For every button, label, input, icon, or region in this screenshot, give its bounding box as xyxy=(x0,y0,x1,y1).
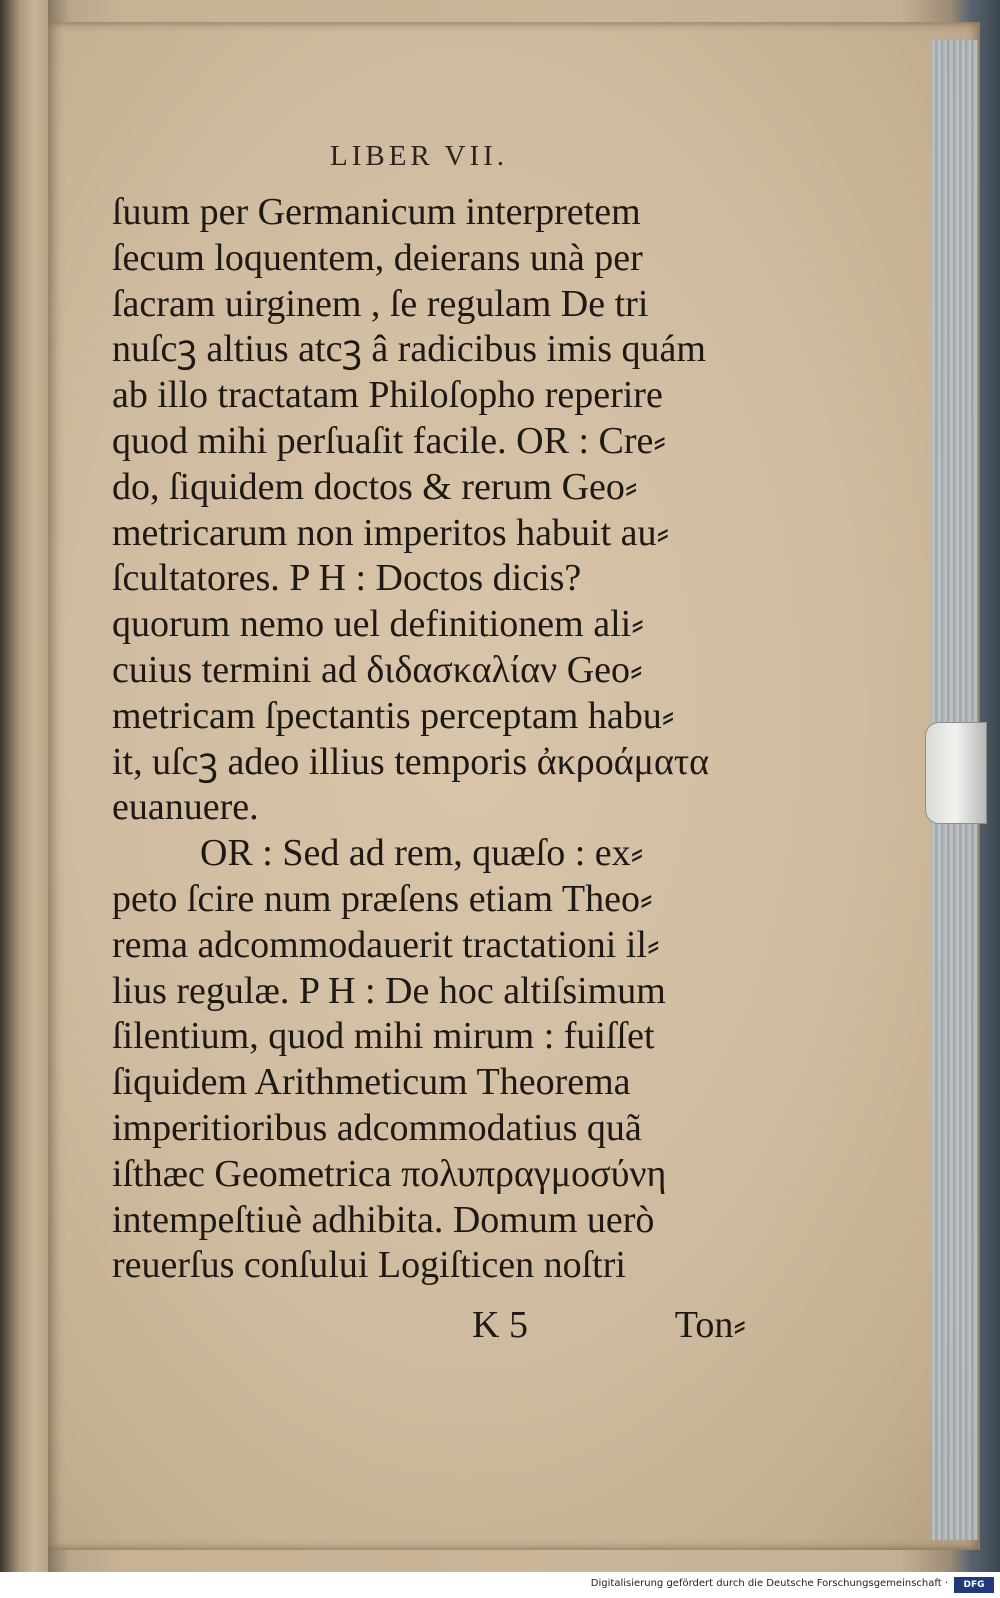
text-line: peto ſcire num præſens etiam Theo⸗ xyxy=(112,877,653,920)
funding-credit: Digitalisierung gefördert durch die Deutsche Forschungsgemeinschaft · xyxy=(590,1578,948,1589)
text-line: metricam ſpectantis perceptam habu⸗ xyxy=(112,694,675,737)
text-line: reuerſus conſului Logiſticen noſtri xyxy=(112,1244,626,1287)
text-line: intempeſtiuè adhibita. Domum uerò xyxy=(112,1198,655,1241)
text-line: it, uſcꝫ adeo illius temporis ἀκροάματα xyxy=(112,740,710,783)
text-line: nuſcꝫ altius atcꝫ â radicibus imis quám xyxy=(112,328,706,371)
text-line: quod mihi perſuaſit facile. OR : Cre⸗ xyxy=(112,419,667,462)
page-footer-row xyxy=(112,1303,752,1349)
signature-mark: K 5 xyxy=(472,1304,528,1346)
text-line: lius regulæ. P H : De hoc altiſsimum xyxy=(112,969,666,1012)
text-line: euanuere. xyxy=(112,786,259,829)
text-line: ab illo tractatam Philoſopho reperire xyxy=(112,374,663,417)
running-head: LIBER VII. xyxy=(330,140,509,172)
catchword: Ton⸗ xyxy=(674,1304,746,1346)
digitization-footer xyxy=(0,1572,1000,1598)
text-line: iſthæc Geometrica πολυπραγμοσύνη xyxy=(112,1152,667,1195)
paragraph-start-line: OR : Sed ad rem, quæſo : ex⸗ xyxy=(200,832,644,875)
text-line: ſecum loquentem, deierans unà per xyxy=(112,236,643,279)
previous-page-edge xyxy=(0,0,48,1572)
text-line: rema adcommodauerit tractationi il⸗ xyxy=(112,923,660,966)
text-line: ſuum per Germanicum interpretem xyxy=(112,191,641,233)
text-line: ſiquidem Arithmeticum Theorema xyxy=(112,1061,631,1104)
text-line: do, ſiquidem doctos & rerum Geo⸗ xyxy=(112,465,638,508)
text-line: ſilentium, quod mihi mirum : fuiſſet xyxy=(112,1015,655,1058)
text-line: cuius termini ad διδασκαλίαν Geo⸗ xyxy=(112,648,643,691)
page-clip-tab xyxy=(925,722,987,824)
text-line: metricarum non imperitos habuit au⸗ xyxy=(112,511,670,554)
text-line: imperitioribus adcommodatius quã xyxy=(112,1106,642,1149)
text-line: ſacram uirginem , ſe regulam De tri xyxy=(112,282,649,325)
text-block xyxy=(112,190,752,1289)
text-line: quorum nemo uel definitionem ali⸗ xyxy=(112,603,644,646)
text-line: ſcultatores. P H : Doctos dicis? xyxy=(112,557,582,600)
dfg-logo: DFG xyxy=(954,1577,994,1593)
